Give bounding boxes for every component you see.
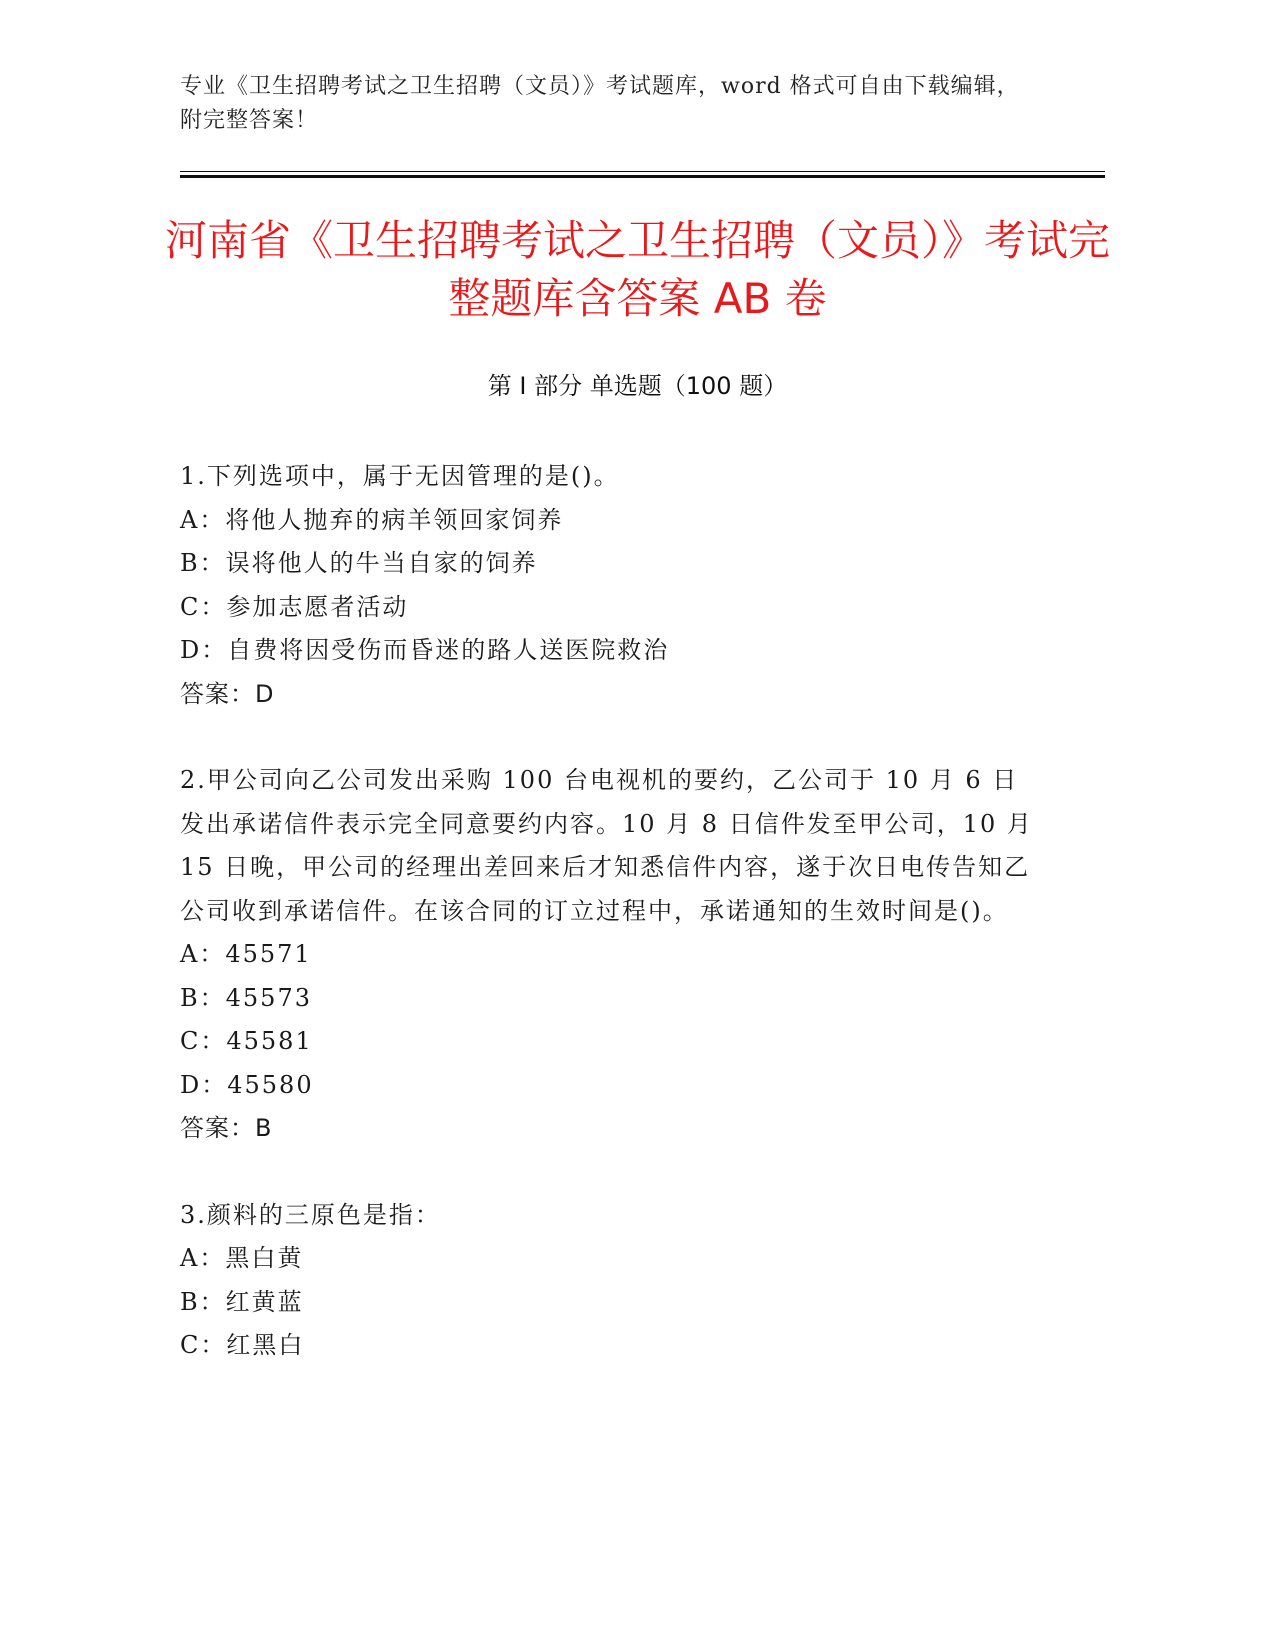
question-stem: 1.下列选项中，属于无因管理的是()。 [180,462,620,490]
header-divider-thin [180,171,1105,172]
question-2 [180,759,1040,1151]
header-divider-thick [180,175,1105,178]
question-3 [180,1194,1040,1368]
question-stem: 2.甲公司向乙公司发出采购 100 台电视机的要约，乙公司于 10 月 6 日发出承诺信件表示完全同意要约内容。10 月 8 日信件发至甲公司，10 月 15 日晚，甲公司的经理出差回来后才知悉信件内容，遂于次日电传告知乙公司收到承诺信件。在该合同的订立过程中，承诺通知的生效时间是()。 [180,766,1033,925]
document-title: 河南省《卫生招聘考试之卫生招聘（文员）》考试完整题库含答案 AB 卷 [164,216,1110,323]
question-stem: 3.颜料的三原色是指： [180,1200,441,1229]
option-a: A：将他人抛弃的病羊领回家饲养 [180,505,564,534]
option-d: D：自费将因受伤而昏迷的路人送医院救治 [180,636,670,664]
option-c: C：45581 [180,1027,313,1055]
option-c: C：参加志愿者活动 [180,592,409,621]
option-a: A：45571 [180,940,312,968]
option-c: C：红黑白 [180,1331,305,1359]
option-b: B：45573 [180,983,312,1012]
question-list [180,455,1040,1411]
question-1 [180,455,1040,716]
option-b: B：红黄蓝 [180,1287,304,1316]
header-note: 专业《卫生招聘考试之卫生招聘（文员）》考试题库，word 格式可自由下载编辑，附完整答案！ [180,74,1020,133]
option-a: A：黑白黄 [180,1244,304,1272]
answer-label: 答案：D [180,679,275,708]
option-d: D：45580 [180,1070,314,1099]
answer-label: 答案：B [180,1114,273,1142]
section-heading: 第 I 部分 单选题（100 题） [487,372,788,400]
option-b: B：误将他人的牛当自家的饲养 [180,549,538,577]
